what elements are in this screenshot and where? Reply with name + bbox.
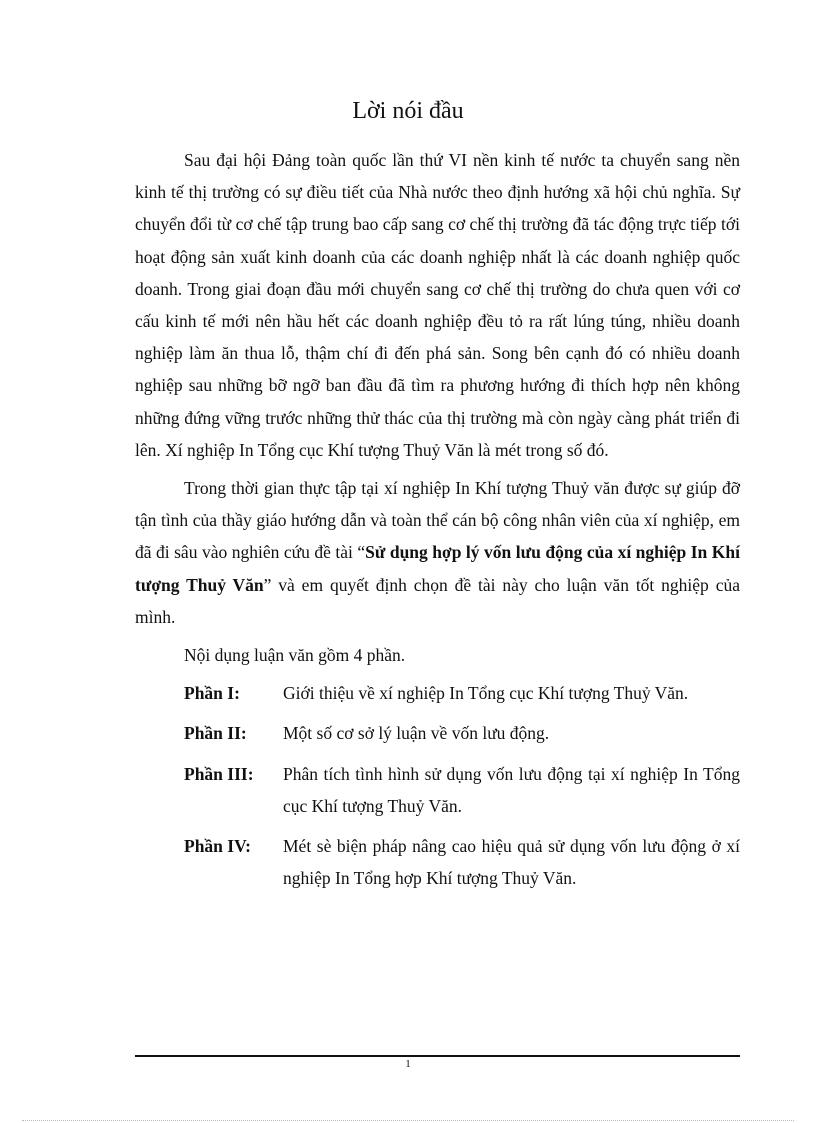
- content-intro-line: Nội dụng luận văn gồm 4 phần.: [184, 645, 406, 666]
- part-item: [135, 717, 740, 749]
- part-label: Phần I:: [184, 683, 240, 704]
- part-item: [135, 677, 740, 709]
- part-label: Phần III:: [184, 763, 254, 784]
- page-title: Lời nói đầu: [352, 98, 464, 124]
- part-text: Phân tích tình hình sử dụng vốn lưu động tại xí nghiệp In Tổng cục Khí tượng Thuỷ Văn.: [283, 763, 740, 816]
- part-label: Phần II:: [184, 723, 247, 744]
- part-text: Một số cơ sở lý luận về vốn lưu động.: [283, 723, 550, 744]
- footer-divider: [135, 1055, 740, 1057]
- part-text: Mét sè biện pháp nâng cao hiệu quả sử dụng vốn lưu động ở xí nghiệp In Tổng hợp Khí tượng Thuỷ Văn.: [283, 836, 740, 889]
- paragraph-internship-end: ” và em quyết định chọn đề tài này cho luận văn tốt nghiệp của mình.: [135, 574, 740, 627]
- page-number: 1: [405, 1058, 411, 1070]
- paragraph-internship: [135, 472, 740, 633]
- part-label: Phần IV:: [184, 836, 251, 857]
- part-item: [135, 758, 740, 822]
- thesis-topic: Sử dụng hợp lý vốn lưu động của xí nghiệp In Khí tượng Thuỷ Văn: [135, 542, 740, 595]
- part-text: Giới thiệu về xí nghiệp In Tổng cục Khí tượng Thuỷ Văn.: [283, 683, 689, 704]
- page-bottom-edge: [22, 1120, 794, 1121]
- paragraph-intro: Sau đại hội Đảng toàn quốc lần thứ VI nền kinh tế nước ta chuyển sang nền kinh tế thị trường có sự điều tiết của Nhà nước theo định hướng xã hội chủ nghĩa. Sự chuyển đổi từ cơ chế tập trung bao cấp sang cơ chế thị trường đã tác động trực tiếp tới hoạt động sản xuất kinh doanh của các doanh nghiệp nhất là các doanh nghiệp quốc doanh. Trong giai đoạn đầu mới chuyển sang cơ chế thị trường do chưa quen với cơ cấu kinh tế mới nên hầu hết các doanh nghiệp đều tỏ ra rất lúng túng, nhiều doanh nghiệp làm ăn thua lỗ, thậm chí đi đến phá sản. Song bên cạnh đó có nhiều doanh nghiệp sau những bỡ ngỡ ban đầu đã tìm ra phương hướng đi thích hợp nên không những đứng vững trước những thử thác của thị trường mà còn ngày càng phát triển đi lên. Xí nghiệp In Tổng cục Khí tượng Thuỷ Văn là mét trong số đó.: [135, 150, 740, 460]
- paragraph-internship-start: Trong thời gian thực tập tại xí nghiệp In Khí tượng Thuỷ văn được sự giúp đỡ tận tình của thầy giáo hướng dẫn và toàn thể cán bộ công nhân viên của xí nghiệp, em đã đi sâu vào nghiên cứu đề tài “: [135, 478, 740, 563]
- part-item: [135, 830, 740, 894]
- document-body: [135, 144, 740, 902]
